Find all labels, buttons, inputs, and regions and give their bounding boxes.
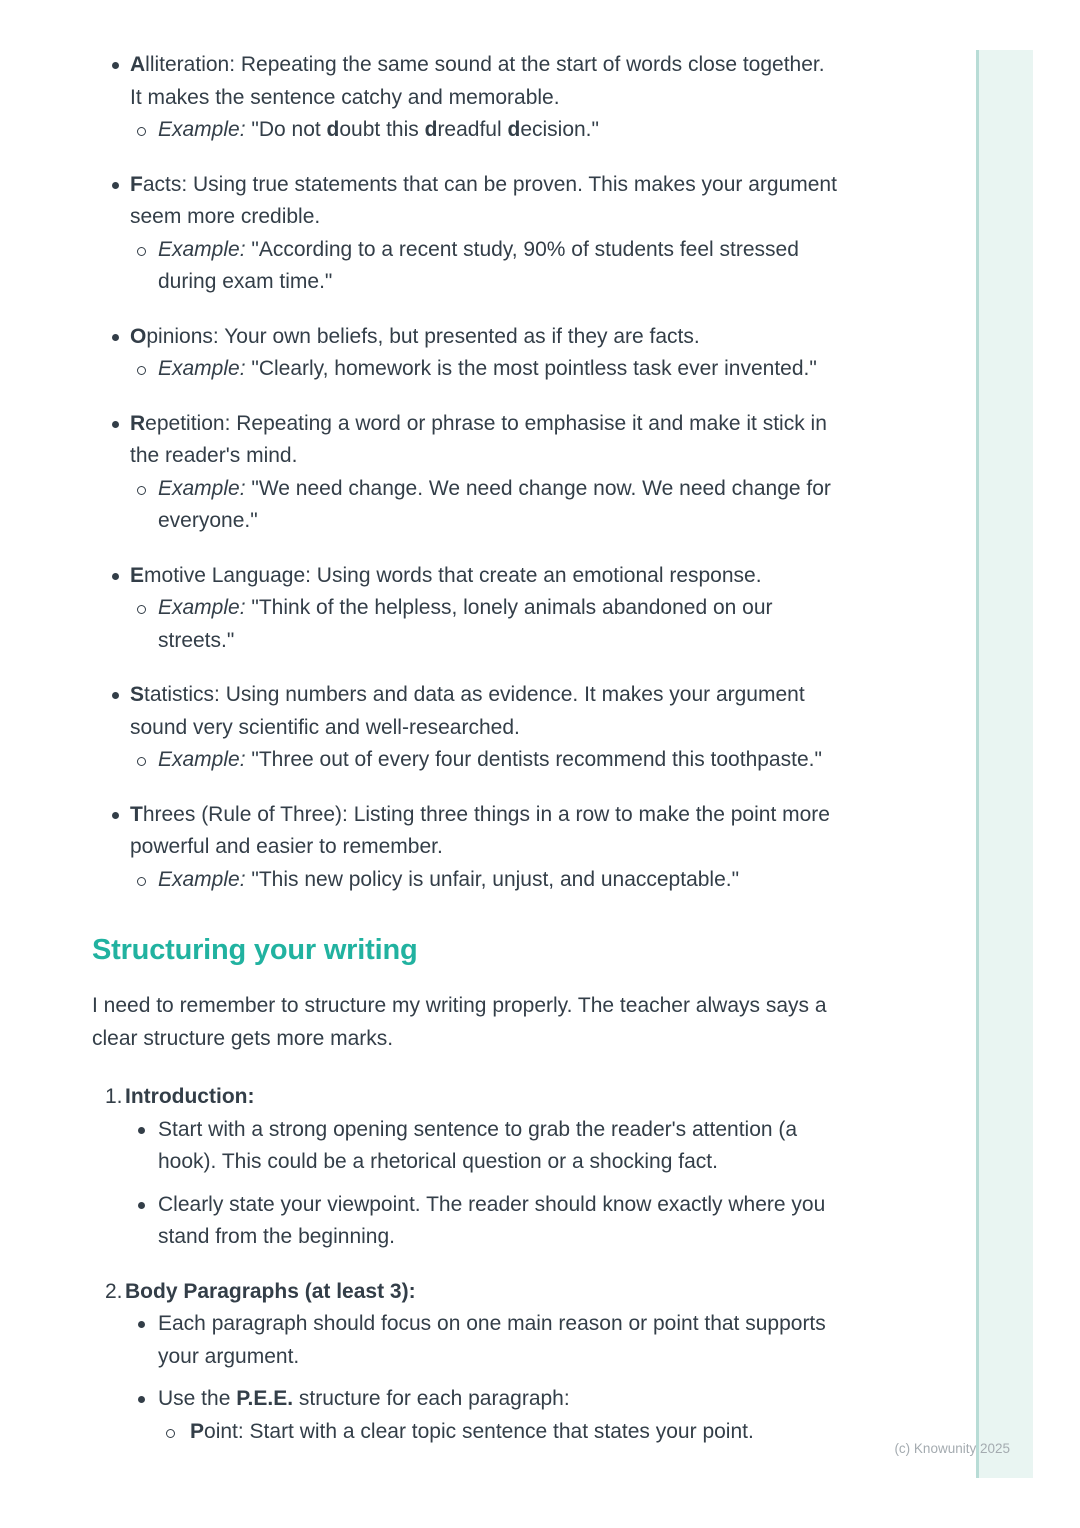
bullet-icon: [112, 62, 119, 69]
technique-term: tatistics: [144, 683, 215, 706]
bullet-icon: [112, 334, 119, 341]
example-item: [130, 592, 837, 657]
example-list: [130, 864, 837, 897]
technique-desc: : Repeating the same sound at the start of words close together. It makes the sentence catchy and memorable.: [130, 53, 825, 109]
page-edge-strip: [976, 50, 1033, 1478]
step-bullet-text: Use the P.E.E. structure for each paragraph:: [158, 1387, 570, 1410]
step-item-body-paragraphs: [92, 1276, 837, 1449]
step-bullet-item: [125, 1383, 837, 1448]
technique-initial: F: [130, 172, 143, 196]
bullet-icon: [138, 1321, 145, 1328]
technique-initial: T: [130, 802, 143, 826]
circle-bullet-icon: [137, 877, 146, 886]
technique-desc: : Listing three things in a row to make the point more powerful and easier to remember.: [130, 802, 830, 858]
bullet-icon: [112, 182, 119, 189]
technique-text: [130, 325, 700, 348]
technique-term: pinions: [146, 324, 213, 348]
example-text: "This new policy is unfair, unjust, and unacceptable.": [245, 867, 740, 891]
document-content: [92, 49, 837, 1448]
example-label: Example:: [158, 748, 246, 771]
technique-term: lliteration: [145, 53, 230, 76]
example-text: "We need change. We need change now. We need change for everyone.": [158, 476, 831, 532]
step-title: Body Paragraphs (at least 3):: [125, 1279, 416, 1303]
example-text: "Clearly, homework is the most pointless task ever invented.": [245, 357, 817, 380]
structure-steps-list: [92, 1081, 837, 1448]
example-text: "Do not doubt this dreadful decision.": [245, 118, 599, 141]
step-item-introduction: [92, 1081, 837, 1254]
technique-text: [130, 173, 837, 229]
section-heading: Structuring your writing: [92, 934, 418, 966]
pee-sub-item: [158, 1416, 837, 1449]
technique-initial: R: [130, 411, 146, 435]
technique-term: acts: [142, 172, 182, 196]
step-bullet-list: [125, 1114, 837, 1254]
technique-item-facts: [92, 169, 837, 299]
step-bullet-item: [125, 1189, 837, 1254]
technique-item-threes: [92, 799, 837, 897]
bullet-icon: [112, 421, 119, 428]
step-bullet-text: Clearly state your viewpoint. The reader should know exactly where you stand from the beginning.: [158, 1192, 826, 1248]
example-list: [130, 744, 837, 777]
step-number: 2.: [105, 1279, 123, 1303]
technique-term: motive Language: [144, 563, 306, 587]
example-label: Example:: [158, 357, 246, 380]
bullet-icon: [138, 1127, 145, 1134]
example-text: "According to a recent study, 90% of students feel stressed during exam time.": [158, 237, 799, 293]
bullet-icon: [138, 1396, 145, 1403]
example-label: Example:: [158, 118, 246, 141]
technique-initial: S: [130, 683, 145, 706]
example-label: Example:: [158, 476, 246, 500]
example-label: Example:: [158, 596, 246, 619]
example-item: [130, 353, 837, 386]
example-item: [130, 864, 837, 897]
technique-initial: A: [130, 53, 146, 76]
technique-term: epetition: [145, 411, 225, 435]
step-number: 1.: [105, 1085, 123, 1108]
circle-bullet-icon: [137, 605, 146, 614]
technique-initial: O: [130, 324, 147, 348]
example-label: Example:: [158, 867, 246, 891]
technique-text: [130, 53, 825, 109]
bullet-icon: [112, 692, 119, 699]
technique-initial: E: [130, 563, 145, 587]
technique-term: hrees (Rule of Three): [142, 802, 343, 826]
technique-item-opinions: [92, 321, 837, 386]
circle-bullet-icon: [137, 366, 146, 375]
example-list: [130, 473, 837, 538]
bullet-icon: [138, 1202, 145, 1209]
techniques-list: [92, 49, 837, 896]
step-title: Introduction:: [125, 1085, 255, 1108]
technique-item-repetition: [92, 408, 837, 538]
step-bullet-text: Start with a strong opening sentence to grab the reader's attention (a hook). This could be a rhetorical question or a shocking fact.: [158, 1117, 798, 1173]
example-list: [130, 353, 837, 386]
copyright-watermark: (c) Knowunity 2025: [894, 1441, 1010, 1456]
example-text: "Think of the helpless, lonely animals abandoned on our streets.": [158, 596, 773, 652]
pee-sub-text: Point: Start with a clear topic sentence that states your point.: [190, 1419, 754, 1443]
circle-bullet-icon: [137, 247, 146, 256]
technique-item-alliteration: [92, 49, 837, 147]
example-item: [130, 234, 837, 299]
technique-desc: : Using words that create an emotional response.: [305, 563, 762, 587]
example-item: [130, 473, 837, 538]
intro-paragraph: I need to remember to structure my writing properly. The teacher always says a clear structure gets more marks.: [92, 994, 827, 1050]
pee-sub-list: [158, 1416, 837, 1449]
example-text: "Three out of every four dentists recommend this toothpaste.": [245, 748, 822, 771]
step-bullet-item: [125, 1114, 837, 1179]
technique-desc: : Your own beliefs, but presented as if they are facts.: [212, 324, 700, 348]
bullet-icon: [112, 812, 119, 819]
step-bullet-item: [125, 1308, 837, 1373]
example-label: Example:: [158, 237, 246, 261]
example-item: [130, 744, 837, 777]
example-item: [130, 114, 837, 147]
circle-bullet-icon: [137, 127, 146, 136]
technique-desc: : Repeating a word or phrase to emphasise it and make it stick in the reader's mind.: [130, 411, 827, 467]
circle-bullet-icon: [137, 757, 146, 766]
example-list: [130, 114, 837, 147]
technique-desc: : Using numbers and data as evidence. It makes your argument sound very scientific and well-researched.: [130, 683, 805, 739]
technique-text: [130, 564, 762, 587]
step-bullet-list: [125, 1308, 837, 1448]
technique-text: [130, 683, 805, 739]
technique-item-emotive-language: [92, 560, 837, 658]
example-list: [130, 234, 837, 299]
technique-item-statistics: [92, 679, 837, 777]
bullet-icon: [112, 573, 119, 580]
step-bullet-text: Each paragraph should focus on one main reason or point that supports your argument.: [158, 1312, 826, 1368]
technique-text: [130, 803, 830, 859]
circle-bullet-icon: [166, 1429, 175, 1438]
example-list: [130, 592, 837, 657]
technique-desc: : Using true statements that can be proven. This makes your argument seem more credible.: [130, 172, 837, 228]
technique-text: [130, 412, 827, 468]
circle-bullet-icon: [137, 486, 146, 495]
